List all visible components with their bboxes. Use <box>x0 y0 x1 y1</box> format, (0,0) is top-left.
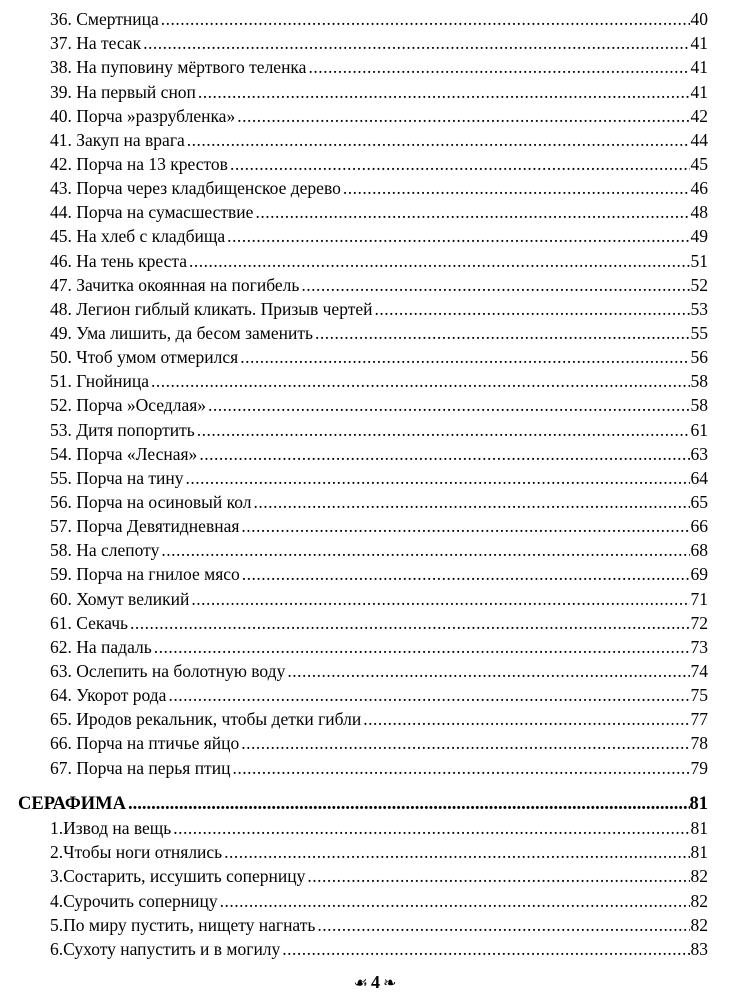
entry-title: 61. Секачь <box>50 612 128 633</box>
leader-dots <box>308 57 689 77</box>
leader-dots <box>161 540 689 560</box>
entry-title: 43. Порча через кладбищенское дерево <box>50 178 341 199</box>
entry-page-number: 74 <box>690 660 708 681</box>
leader-dots <box>186 468 690 488</box>
toc-entry <box>0 536 750 560</box>
entry-title: 6.Сухоту напустить и в могилу <box>50 938 281 959</box>
toc-entry <box>0 415 750 439</box>
entry-title: 60. Хомут великий <box>50 588 190 609</box>
toc-entry <box>0 174 750 198</box>
entry-page-number: 46 <box>690 178 708 199</box>
entry-title: 1.Извод на вещь <box>50 818 172 839</box>
entry-page-number: 63 <box>690 443 708 464</box>
entry-page-number: 49 <box>690 226 708 247</box>
toc-entry <box>0 657 750 681</box>
toc-entry <box>0 295 750 319</box>
entry-page-number: 82 <box>690 914 708 935</box>
toc-entry <box>0 222 750 246</box>
entry-title: 40. Порча »разрубленка» <box>50 105 236 126</box>
section-contents <box>0 814 750 959</box>
entry-title: 46. На тень креста <box>50 250 188 271</box>
leader-dots <box>363 709 689 729</box>
toc-entry <box>0 440 750 464</box>
leader-dots <box>240 347 689 367</box>
leader-dots <box>242 564 690 584</box>
toc-entry <box>0 862 750 886</box>
leader-dots <box>241 733 689 753</box>
leader-dots <box>168 685 689 705</box>
entry-title: 45. На хлеб с кладбища <box>50 226 226 247</box>
entry-title: 39. На первый сноп <box>50 81 196 102</box>
leader-dots <box>237 106 689 126</box>
entry-page-number: 45 <box>690 153 708 174</box>
entry-title: 50. Чтоб умом отмерился <box>50 347 239 368</box>
leader-dots <box>227 226 689 246</box>
toc-entry <box>0 609 750 633</box>
entry-page-number: 82 <box>690 890 708 911</box>
entry-page-number: 58 <box>690 395 708 416</box>
leader-dots <box>208 395 689 415</box>
entry-page-number: 75 <box>690 685 708 706</box>
entry-title: 48. Легион гиблый кликать. Призыв чертей <box>50 298 373 319</box>
entry-page-number: 40 <box>690 9 708 30</box>
entry-page-number: 55 <box>690 322 708 343</box>
entry-page-number: 61 <box>690 419 708 440</box>
leader-dots <box>301 275 689 295</box>
entry-page-number: 77 <box>690 709 708 730</box>
toc-entry <box>0 271 750 295</box>
entry-title: 51. Гнойница <box>50 371 150 392</box>
toc-entry <box>0 126 750 150</box>
entry-page-number: 66 <box>690 516 708 537</box>
toc-entry <box>0 367 750 391</box>
toc-entry <box>0 886 750 910</box>
toc-entry <box>0 681 750 705</box>
toc-entry <box>0 911 750 935</box>
entry-title: 5.По миру пустить, нищету нагнать <box>50 914 316 935</box>
toc-entry <box>0 935 750 959</box>
entry-title: 4.Сурочить соперницу <box>50 890 218 911</box>
entry-page-number: 81 <box>690 818 708 839</box>
entry-page-number: 42 <box>690 105 708 126</box>
toc-entry <box>0 343 750 367</box>
leader-dots <box>161 9 690 29</box>
toc-entry <box>0 102 750 126</box>
toc-entry <box>0 150 750 174</box>
toc-entry <box>0 198 750 222</box>
entry-page-number: 72 <box>690 612 708 633</box>
entry-page-number: 83 <box>690 938 708 959</box>
leader-dots <box>130 613 690 633</box>
entry-page-number: 82 <box>690 866 708 887</box>
leader-dots <box>198 82 690 102</box>
entry-page-number: 41 <box>690 33 708 54</box>
leader-dots <box>187 130 690 150</box>
entry-page-number: 73 <box>690 636 708 657</box>
leader-dots <box>255 202 689 222</box>
entry-page-number: 58 <box>690 371 708 392</box>
toc-entry <box>0 77 750 101</box>
leader-dots <box>173 818 689 838</box>
entry-title: 38. На пуповину мёртвого теленка <box>50 57 307 78</box>
leader-dots <box>232 758 689 778</box>
toc-entry <box>0 391 750 415</box>
leader-dots <box>317 915 689 935</box>
entry-title: 67. Порча на перья птиц <box>50 757 231 778</box>
entry-title: 37. На тесак <box>50 33 142 54</box>
entry-page-number: 51 <box>690 250 708 271</box>
entry-page-number: 71 <box>690 588 708 609</box>
leader-dots <box>143 33 689 53</box>
entry-title: 44. Порча на сумасшествие <box>50 202 254 223</box>
entry-page-number: 81 <box>690 842 708 863</box>
entry-title: 42. Порча на 13 крестов <box>50 153 228 174</box>
entry-page-number: 78 <box>690 733 708 754</box>
entry-title: 62. На падаль <box>50 636 152 657</box>
entry-title: 2.Чтобы ноги отнялись <box>50 842 223 863</box>
toc-entry <box>0 319 750 343</box>
entry-title: 63. Ослепить на болотную воду <box>50 660 286 681</box>
entry-title: 47. Зачитка окоянная на погибель <box>50 274 300 295</box>
toc-entry <box>0 488 750 512</box>
entry-title: 56. Порча на осиновый кол <box>50 491 252 512</box>
entry-page-number: 68 <box>690 540 708 561</box>
leader-dots <box>224 842 689 862</box>
leader-dots <box>241 516 689 536</box>
section-page-number: 81 <box>689 794 708 814</box>
leader-dots <box>282 939 689 959</box>
entry-page-number: 53 <box>690 298 708 319</box>
entry-title: 36. Смертница <box>50 9 159 30</box>
toc-entry <box>0 246 750 270</box>
entry-page-number: 79 <box>690 757 708 778</box>
entry-title: 54. Порча «Лесная» <box>50 443 198 464</box>
entry-title: 57. Порча Девятидневная <box>50 516 240 537</box>
entry-title: 58. На слепоту <box>50 540 160 561</box>
entry-page-number: 52 <box>690 274 708 295</box>
page-number: 4 <box>370 972 380 992</box>
entry-page-number: 48 <box>690 202 708 223</box>
leader-dots <box>197 420 690 440</box>
leader-dots <box>230 154 690 174</box>
entry-page-number: 65 <box>690 491 708 512</box>
section-heading <box>18 790 708 814</box>
entry-title: 41. Закуп на врага <box>50 129 185 150</box>
toc-entry <box>0 584 750 608</box>
entry-title: 66. Порча на птичье яйцо <box>50 733 240 754</box>
toc-entry <box>0 53 750 77</box>
toc-entry <box>0 705 750 729</box>
entry-title: 49. Ума лишить, да бесом заменить <box>50 322 313 343</box>
entry-title: 64. Укорот рода <box>50 685 167 706</box>
entry-title: 55. Порча на тину <box>50 467 184 488</box>
leader-dots <box>191 589 689 609</box>
leader-dots <box>189 251 689 271</box>
entry-page-number: 44 <box>690 129 708 150</box>
toc-entry <box>0 633 750 657</box>
toc-entry <box>0 464 750 488</box>
toc-entry <box>0 729 750 753</box>
leader-dots <box>128 794 690 814</box>
ornament-right-icon: ❧ <box>382 975 397 992</box>
leader-dots <box>315 323 690 343</box>
section-title: СЕРАФИМА <box>18 794 126 814</box>
toc-entry <box>0 814 750 838</box>
entry-title: 52. Порча »Оседлая» <box>50 395 207 416</box>
leader-dots <box>154 637 690 657</box>
entry-page-number: 69 <box>690 564 708 585</box>
entry-title: 59. Порча на гнилое мясо <box>50 564 240 585</box>
entry-page-number: 56 <box>690 347 708 368</box>
leader-dots <box>307 866 689 886</box>
entry-page-number: 41 <box>690 57 708 78</box>
toc-entry <box>0 560 750 584</box>
ornament-left-icon: ☙ <box>353 975 368 992</box>
leader-dots <box>287 661 689 681</box>
page-footer <box>0 972 750 993</box>
toc-entry <box>0 512 750 536</box>
toc-entry <box>0 838 750 862</box>
entry-title: 65. Иродов рекальник, чтобы детки гибли <box>50 709 362 730</box>
table-of-contents <box>0 5 750 778</box>
entry-title: 3.Состарить, иссушить соперницу <box>50 866 306 887</box>
leader-dots <box>375 299 690 319</box>
leader-dots <box>151 371 689 391</box>
entry-title: 53. Дитя попортить <box>50 419 195 440</box>
toc-entry <box>0 5 750 29</box>
leader-dots <box>220 891 690 911</box>
leader-dots <box>343 178 690 198</box>
toc-entry <box>0 29 750 53</box>
toc-entry <box>0 753 750 777</box>
leader-dots <box>253 492 689 512</box>
entry-page-number: 64 <box>690 467 708 488</box>
leader-dots <box>199 444 689 464</box>
entry-page-number: 41 <box>690 81 708 102</box>
